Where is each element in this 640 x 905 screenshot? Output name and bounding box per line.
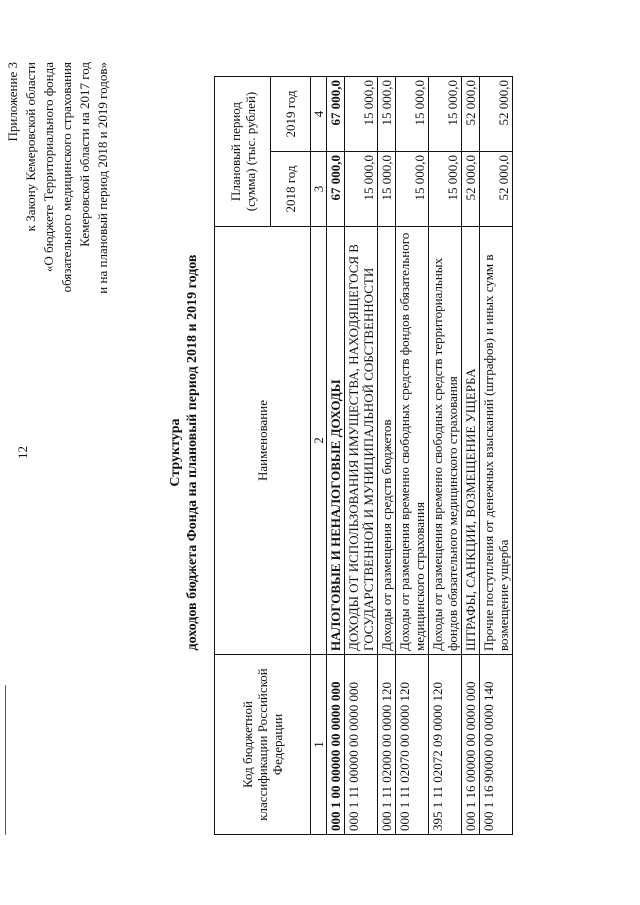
row-code: 395 1 11 02072 09 0000 120 xyxy=(429,655,462,835)
appendix-line: и на плановый период 2018 и 2019 годов» xyxy=(95,62,110,294)
row-name: НАЛОГОВЫЕ И НЕНАЛОГОВЫЕ ДОХОДЫ xyxy=(327,227,345,655)
appendix-note xyxy=(4,62,112,482)
row-name: ДОХОДЫ ОТ ИСПОЛЬЗОВАНИЯ ИМУЩЕСТВА, НАХОДЯЩЕГОСЯ В ГОСУДАРСТВЕННОЙ И МУНИЦИПАЛЬНОЙ СОБСТВЕННОСТИ xyxy=(345,227,378,655)
table-row xyxy=(429,77,462,835)
row-code: 000 1 16 00000 00 0000 000 xyxy=(462,655,480,835)
row-value-2018: 52 000,0 xyxy=(480,152,513,227)
row-value-2018: 15 000,0 xyxy=(429,152,462,227)
appendix-line: Кемеровской области на 2017 год xyxy=(77,62,92,247)
appendix-line: к Закону Кемеровской области xyxy=(23,62,38,232)
appendix-line: Приложение 3 xyxy=(5,62,20,142)
row-code: 000 1 11 02070 00 0000 120 xyxy=(396,655,429,835)
row-value-2019: 15 000,0 xyxy=(345,77,378,152)
header-rule xyxy=(5,685,6,835)
header-year-2019: 2019 год xyxy=(271,77,311,152)
column-index: 4 xyxy=(311,77,327,152)
document-title: Структура xyxy=(168,418,183,487)
table-row xyxy=(396,77,429,835)
row-value-2018: 15 000,0 xyxy=(345,152,378,227)
row-name: Доходы от размещения временно свободных средств территориальных фондов обязательного медицинского страхования xyxy=(429,227,462,655)
row-value-2019: 15 000,0 xyxy=(429,77,462,152)
row-code: 000 1 00 00000 00 0000 000 xyxy=(327,655,345,835)
row-value-2019: 15 000,0 xyxy=(378,77,396,152)
row-value-2018: 67 000,0 xyxy=(327,152,345,227)
column-index: 1 xyxy=(311,655,327,835)
table-row xyxy=(378,77,396,835)
header-name: Наименование xyxy=(215,227,311,655)
row-name: Прочие поступления от денежных взысканий (штрафов) и иных сумм в возмещение ущерба xyxy=(480,227,513,655)
appendix-line: обязательного медицинского страхования xyxy=(59,62,74,293)
table-row xyxy=(480,77,513,835)
page-number: 12 xyxy=(15,446,30,459)
table-row xyxy=(462,77,480,835)
table-row xyxy=(327,77,345,835)
row-value-2019: 67 000,0 xyxy=(327,77,345,152)
column-index: 2 xyxy=(311,227,327,655)
row-value-2019: 52 000,0 xyxy=(462,77,480,152)
row-name: Доходы от размещения временно свободных средств фондов обязательного медицинского страхования xyxy=(396,227,429,655)
row-value-2019: 52 000,0 xyxy=(480,77,513,152)
appendix-line: «О бюджете Территориального фонда xyxy=(41,62,56,273)
header-code: Код бюджетной классификации Российской Федерации xyxy=(215,655,311,835)
row-value-2018: 15 000,0 xyxy=(378,152,396,227)
row-value-2019: 15 000,0 xyxy=(396,77,429,152)
header-year-2018: 2018 год xyxy=(271,152,311,227)
row-value-2018: 15 000,0 xyxy=(396,152,429,227)
row-code: 000 1 11 02000 00 0000 120 xyxy=(378,655,396,835)
row-name: ШТРАФЫ, САНКЦИИ, ВОЗМЕЩЕНИЕ УЩЕРБА xyxy=(462,227,480,655)
table-row xyxy=(345,77,378,835)
document-subtitle: доходов бюджета Фонда на плановый период 2018 и 2019 годов xyxy=(185,254,200,651)
row-value-2018: 52 000,0 xyxy=(462,152,480,227)
column-index: 3 xyxy=(311,152,327,227)
row-code: 000 1 16 90000 00 0000 140 xyxy=(480,655,513,835)
row-name: Доходы от размещения средств бюджетов xyxy=(378,227,396,655)
row-code: 000 1 11 00000 00 0000 000 xyxy=(345,655,378,835)
revenue-structure-table xyxy=(214,76,513,835)
header-period: Плановый период (сумма) (тыс. рублей) xyxy=(215,77,271,227)
